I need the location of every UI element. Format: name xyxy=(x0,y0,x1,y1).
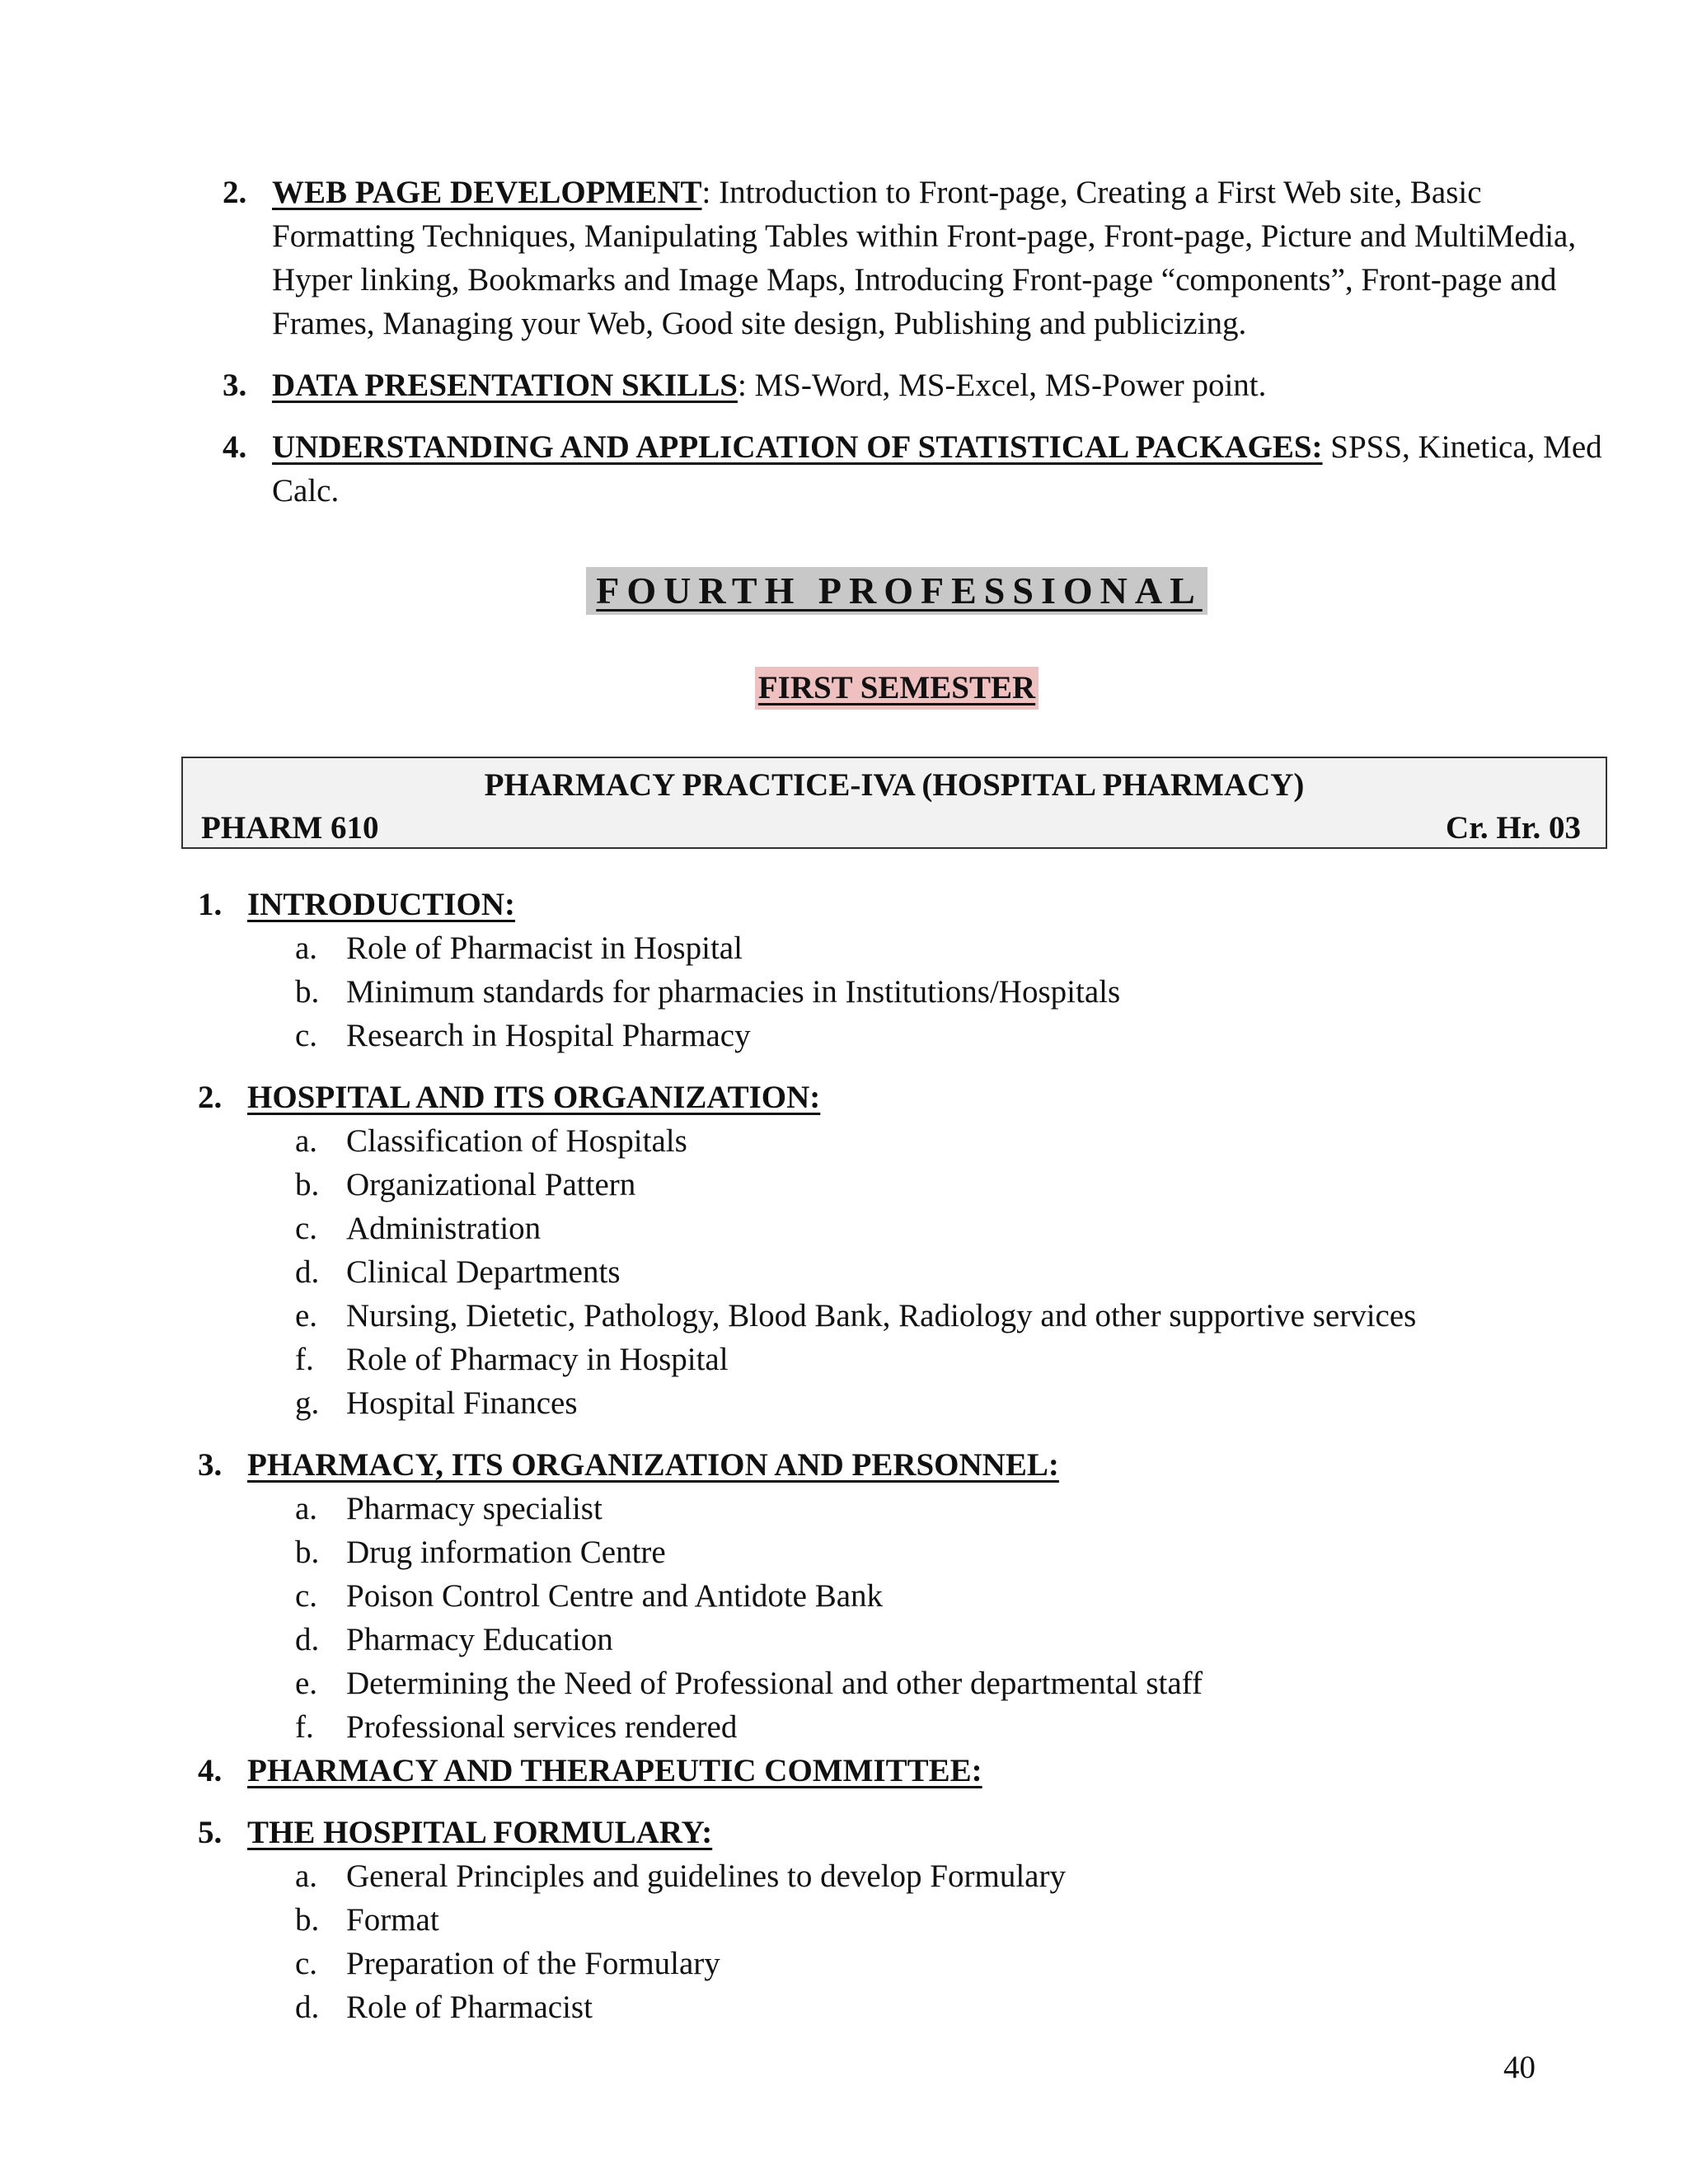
list-item xyxy=(198,1942,1599,1985)
course-credit-hours: Cr. Hr. 03 xyxy=(1446,810,1581,846)
topic-title: PHARMACY AND THERAPEUTIC COMMITTEE: xyxy=(247,1753,982,1788)
item-letter: f. xyxy=(295,1342,314,1377)
topic-title: THE HOSPITAL FORMULARY: xyxy=(247,1815,713,1850)
professional-heading-text: FOURTH PROFESSIONAL xyxy=(586,567,1207,615)
topic-title: HOSPITAL AND ITS ORGANIZATION: xyxy=(247,1080,821,1115)
item-text: Role of Pharmacist in Hospital xyxy=(346,930,743,966)
item-text: Preparation of the Formulary xyxy=(346,1946,720,1981)
item-letter: b. xyxy=(295,1902,320,1938)
item-letter: g. xyxy=(295,1385,320,1421)
subtopic-list xyxy=(198,1854,1599,2029)
list-item xyxy=(198,1487,1599,1530)
topic-title: INTRODUCTION: xyxy=(247,887,516,922)
list-item xyxy=(198,1618,1599,1661)
topic-description: MS-Word, MS-Excel, MS-Power point. xyxy=(746,368,1267,403)
heading-separator: : xyxy=(737,368,747,403)
item-text: Classification of Hospitals xyxy=(346,1123,687,1159)
list-item xyxy=(198,1985,1599,2029)
topic-heading-row xyxy=(198,1749,1599,1793)
list-item xyxy=(198,970,1599,1014)
item-text: Professional services rendered xyxy=(346,1709,738,1745)
list-item xyxy=(198,1014,1599,1057)
list-item xyxy=(198,1381,1599,1425)
topic-heading-row xyxy=(198,1443,1599,1487)
topic-number: 4. xyxy=(198,1753,223,1788)
course-topics xyxy=(198,883,1599,2047)
topic-section xyxy=(198,1076,1599,1425)
item-text: Format xyxy=(346,1902,439,1938)
item-text: Pharmacy specialist xyxy=(346,1491,603,1526)
item-text: General Principles and guidelines to develop Formulary xyxy=(346,1858,1066,1894)
subtopic-list xyxy=(198,1119,1599,1425)
topic-heading-row xyxy=(198,883,1599,926)
item-letter: c. xyxy=(295,1578,318,1614)
topic-item xyxy=(223,425,1607,513)
item-text: Drug information Centre xyxy=(346,1535,666,1570)
semester-heading xyxy=(0,666,1688,710)
topic-section xyxy=(198,1749,1599,1793)
topic-section xyxy=(198,883,1599,1057)
item-text: Research in Hospital Pharmacy xyxy=(346,1018,751,1053)
topic-number: 2. xyxy=(198,1080,223,1115)
item-text: Minimum standards for pharmacies in Institutions/Hospitals xyxy=(346,974,1121,1010)
item-text: Clinical Departments xyxy=(346,1254,621,1290)
topic-item xyxy=(223,171,1607,345)
list-item xyxy=(198,1250,1599,1294)
topic-heading-row xyxy=(198,1811,1599,1854)
topic-description: Introduction to Front-page, Creating a First Web site, Basic Formatting Techniques, Manipulating Tables within Front-page, Front-page, Picture and MultiMedia, Hyper linking, Bookmarks and Image Maps, Introducing Front-page “components”, Front-page and Frames, Managing your Web, Good site design, Publishing and publicizing. xyxy=(272,175,1577,341)
heading-separator: : xyxy=(701,175,711,210)
list-item xyxy=(198,1854,1599,1898)
previous-course-topic-list xyxy=(223,171,1607,531)
item-text: Role of Pharmacist xyxy=(346,1990,593,2025)
item-letter: b. xyxy=(295,1535,320,1570)
item-letter: c. xyxy=(295,1018,318,1053)
subtopic-list xyxy=(198,926,1599,1057)
topic-number: 1. xyxy=(198,887,223,922)
item-text: Organizational Pattern xyxy=(346,1167,636,1202)
list-item xyxy=(198,1338,1599,1381)
course-header-box xyxy=(181,757,1607,849)
topic-heading: WEB PAGE DEVELOPMENT xyxy=(272,175,702,210)
item-letter: d. xyxy=(295,1622,320,1657)
topic-heading: DATA PRESENTATION SKILLS xyxy=(272,368,738,403)
list-item xyxy=(198,926,1599,970)
item-number: 4. xyxy=(223,429,247,465)
list-item xyxy=(198,1207,1599,1250)
item-text: Hospital Finances xyxy=(346,1385,578,1421)
subtopic-list xyxy=(198,1487,1599,1749)
list-item xyxy=(198,1898,1599,1942)
topic-item xyxy=(223,363,1607,407)
item-letter: a. xyxy=(295,1491,318,1526)
list-item xyxy=(198,1163,1599,1207)
professional-year-heading xyxy=(0,567,1688,615)
item-letter: e. xyxy=(295,1666,318,1701)
topic-description: SPSS, Kinetica, Med Calc. xyxy=(272,429,1602,509)
item-letter: f. xyxy=(295,1709,314,1745)
item-letter: b. xyxy=(295,974,320,1010)
list-item xyxy=(198,1294,1599,1338)
topic-heading-row xyxy=(198,1076,1599,1119)
item-text: Determining the Need of Professional and other departmental staff xyxy=(346,1666,1203,1701)
topic-section xyxy=(198,1811,1599,2029)
page-number: 40 xyxy=(1503,2050,1536,2085)
item-number: 3. xyxy=(223,368,247,403)
list-item xyxy=(198,1661,1599,1705)
item-letter: d. xyxy=(295,1990,320,2025)
item-text: Poison Control Centre and Antidote Bank xyxy=(346,1578,884,1614)
topic-heading: UNDERSTANDING AND APPLICATION OF STATISTICAL PACKAGES: xyxy=(272,429,1323,465)
list-item xyxy=(198,1705,1599,1749)
topic-section xyxy=(198,1443,1599,1749)
topic-title: PHARMACY, ITS ORGANIZATION AND PERSONNEL: xyxy=(247,1447,1059,1483)
item-letter: b. xyxy=(295,1167,320,1202)
item-letter: c. xyxy=(295,1946,318,1981)
topic-number: 5. xyxy=(198,1815,223,1850)
item-letter: c. xyxy=(295,1211,318,1246)
item-letter: a. xyxy=(295,930,318,966)
item-letter: d. xyxy=(295,1254,320,1290)
list-item xyxy=(198,1119,1599,1163)
item-letter: a. xyxy=(295,1123,318,1159)
item-text: Nursing, Dietetic, Pathology, Blood Bank, Radiology and other supportive services xyxy=(346,1298,1417,1333)
list-item xyxy=(198,1574,1599,1618)
item-number: 2. xyxy=(223,175,247,210)
item-text: Administration xyxy=(346,1211,542,1246)
item-letter: e. xyxy=(295,1298,318,1333)
list-item xyxy=(198,1530,1599,1574)
item-text: Role of Pharmacy in Hospital xyxy=(346,1342,729,1377)
topic-number: 3. xyxy=(198,1447,223,1483)
course-title: PHARMACY PRACTICE-IVA (HOSPITAL PHARMACY) xyxy=(484,767,1305,803)
item-letter: a. xyxy=(295,1858,318,1894)
course-code: PHARM 610 xyxy=(201,810,379,846)
semester-heading-text: FIRST SEMESTER xyxy=(755,667,1039,710)
item-text: Pharmacy Education xyxy=(346,1622,613,1657)
